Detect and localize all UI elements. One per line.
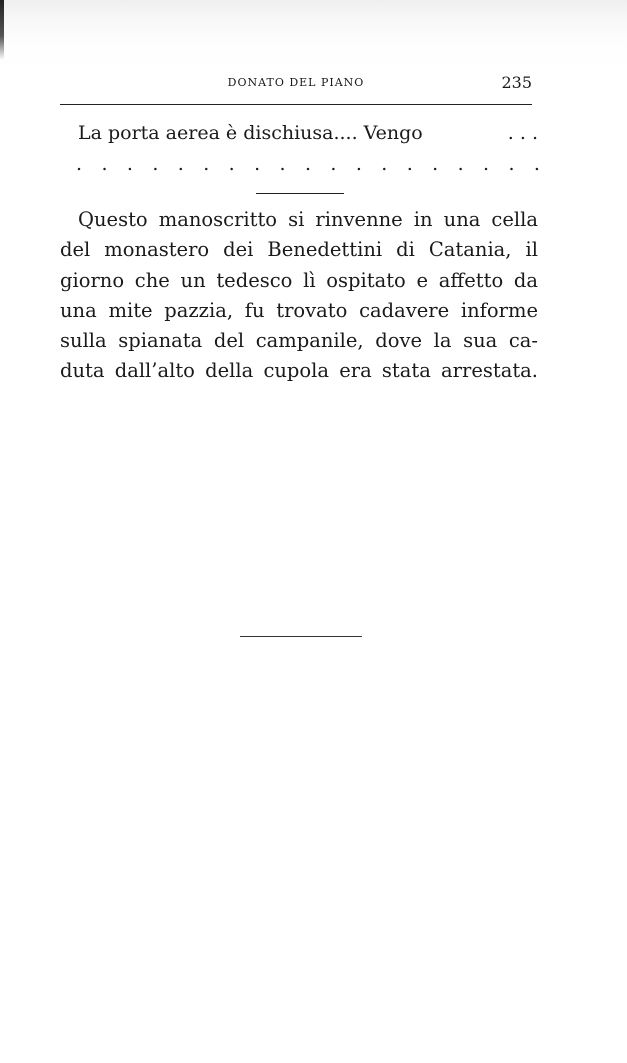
dot: . bbox=[279, 153, 286, 175]
dot: . bbox=[203, 153, 210, 175]
closing-line bbox=[78, 122, 538, 144]
dot: . bbox=[76, 153, 83, 175]
paragraph-line: giorno che un tedesco lì ospitato e affetto da bbox=[60, 268, 538, 292]
page-number: 235 bbox=[501, 73, 532, 92]
dotted-line bbox=[76, 153, 540, 175]
dot: . bbox=[101, 153, 108, 175]
dot: . bbox=[483, 153, 490, 175]
dot: . bbox=[254, 153, 261, 175]
section-divider bbox=[256, 193, 344, 194]
dot: . bbox=[533, 153, 540, 175]
running-title: DONATO DEL PIANO bbox=[227, 76, 365, 89]
dot: . bbox=[152, 153, 159, 175]
closing-ellipsis: . . . bbox=[507, 122, 538, 144]
dot: . bbox=[457, 153, 464, 175]
closing-text: La porta aerea è dischiusa.... Vengo bbox=[78, 122, 423, 144]
header-rule bbox=[60, 104, 532, 105]
dot: . bbox=[126, 153, 133, 175]
paragraph-line: duta dall’alto della cupola era stata arrestata. bbox=[60, 359, 538, 383]
dot: . bbox=[304, 153, 311, 175]
dot: . bbox=[177, 153, 184, 175]
paragraph-line: Questo manoscritto si rinvenne in una cella bbox=[78, 208, 538, 231]
editor-note-paragraph bbox=[60, 205, 538, 387]
end-of-chapter-rule bbox=[240, 636, 362, 637]
paragraph-line: del monastero dei Benedettini di Catania, il bbox=[60, 238, 538, 262]
dot: . bbox=[355, 153, 362, 175]
paragraph-line: sulla spianata del campanile, dove la sua ca- bbox=[60, 329, 538, 353]
page-binding-edge bbox=[0, 0, 4, 60]
paragraph-line: una mite pazzia, fu trovato cadavere informe bbox=[60, 298, 538, 322]
dot: . bbox=[330, 153, 337, 175]
running-head bbox=[60, 66, 532, 96]
dot: . bbox=[508, 153, 515, 175]
dot: . bbox=[228, 153, 235, 175]
dot: . bbox=[406, 153, 413, 175]
dot: . bbox=[432, 153, 439, 175]
dot: . bbox=[381, 153, 388, 175]
